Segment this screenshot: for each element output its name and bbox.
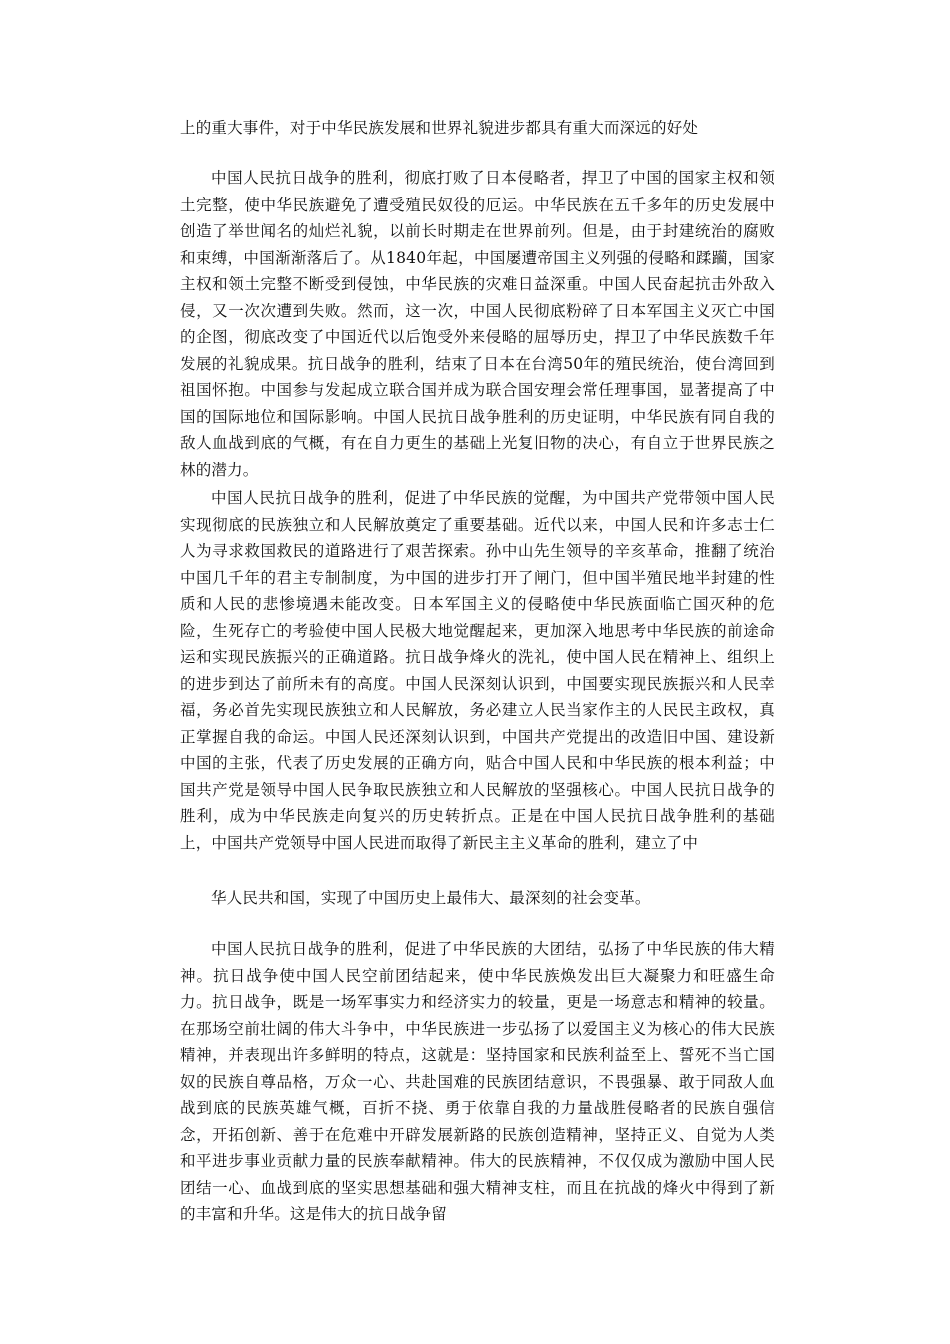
paragraph-sovereignty: 中国人民抗日战争的胜利，彻底打败了日本侵略者，捍卫了中国的国家主权和领土完整，使中华民族避免了遭受殖民奴役的厄运。中华民族在五千多年的历史发展中创造了举世闻名的灿烂礼貌，以前长时期走在世界前列。但是，由于封建统治的腐败和束缚，中国渐渐落后了。从1840年起，中国屡遭帝国主义列强的侵略和蹂躏，国家主权和领土完整不断受到侵蚀，中华民族的灾难日益深重。中国人民奋起抗击外敌入侵，又一次次遭到失败。然而，这一次，中国人民彻底粉碎了日本军国主义灭亡中国的企图，彻底改变了中国近代以后饱受外来侵略的屈辱历史，捍卫了中华民族数千年发展的礼貌成果。抗日战争的胜利，结束了日本在台湾50年的殖民统治，使台湾回到祖国怀抱。中国参与发起成立联合国并成为联合国安理会常任理事国，显著提高了中国的国际地位和国际影响。中国人民抗日战争胜利的历史证明，中华民族有同自我的敌人血战到底的气概，有在自力更生的基础上光复旧物的决心，有自立于世界民族之林的潜力。 <box>180 169 775 479</box>
paragraph-awakening: 中国人民抗日战争的胜利，促进了中华民族的觉醒，为中国共产党带领中国人民实现彻底的民族独立和人民解放奠定了重要基础。近代以来，中国人民和许多志士仁人为寻求救国救民的道路进行了艰苦探索。孙中山先生领导的辛亥革命，推翻了统治中国几千年的君主专制制度，为中国的进步打开了闸门，但中国半殖民地半封建的性质和人民的悲惨境遇未能改变。日本军国主义的侵略使中华民族面临亡国灭种的危险，生死存亡的考验使中国人民极大地觉醒起来，更加深入地思考中华民族的前途命运和实现民族振兴的正确道路。抗日战争烽火的洗礼，使中国人民在精神上、组织上的进步到达了前所未有的高度。中国人民深刻认识到，中国要实现民族振兴和人民幸福，务必首先实现民族独立和人民解放，务必建立人民当家作主的人民民主政权，真正掌握自我的命运。中国人民还深刻认识到，中国共产党提出的改造旧中国、建设新中国的主张，代表了历史发展的正确方向，贴合中国人民和中华民族的根本利益；中国共产党是领导中国人民争取民族独立和人民解放的坚强核心。中国人民抗日战争的胜利，成为中华民族走向复兴的历史转折点。正是在中国人民抗日战争胜利的基础上，中国共产党领导中国人民进而取得了新民主主义革命的胜利，建立了中 <box>180 489 775 852</box>
paragraph-unity: 中国人民抗日战争的胜利，促进了中华民族的大团结，弘扬了中华民族的伟大精神。抗日战争使中国人民空前团结起来，使中华民族焕发出巨大凝聚力和旺盛生命力。抗日战争，既是一场军事实力和经济实力的较量，更是一场意志和精神的较量。在那场空前壮阔的伟大斗争中，中华民族进一步弘扬了以爱国主义为核心的伟大民族精神，并表现出许多鲜明的特点，这就是：坚持国家和民族利益至上、誓死不当亡国奴的民族自尊品格，万众一心、共赴国难的民族团结意识，不畏强暴、敢于同敌人血战到底的民族英雄气概，百折不挠、勇于依靠自我的力量战胜侵略者的民族自强信念，开拓创新、善于在危难中开辟发展新路的民族创造精神，坚持正义、自觉为人类和平进步事业贡献力量的民族奉献精神。伟大的民族精神，不仅仅成为激励中国人民团结一心、血战到底的坚实思想基础和强大精神支柱，而且在抗战的烽火中得到了新的丰富和升华。这是伟大的抗日战争留 <box>180 940 775 1223</box>
paragraph-republic: 华人民共和国，实现了中国历史上最伟大、最深刻的社会变革。 <box>211 889 651 907</box>
paragraph-continuation: 上的重大事件，对于中华民族发展和世界礼貌进步都具有重大而深远的好处 <box>180 119 699 137</box>
